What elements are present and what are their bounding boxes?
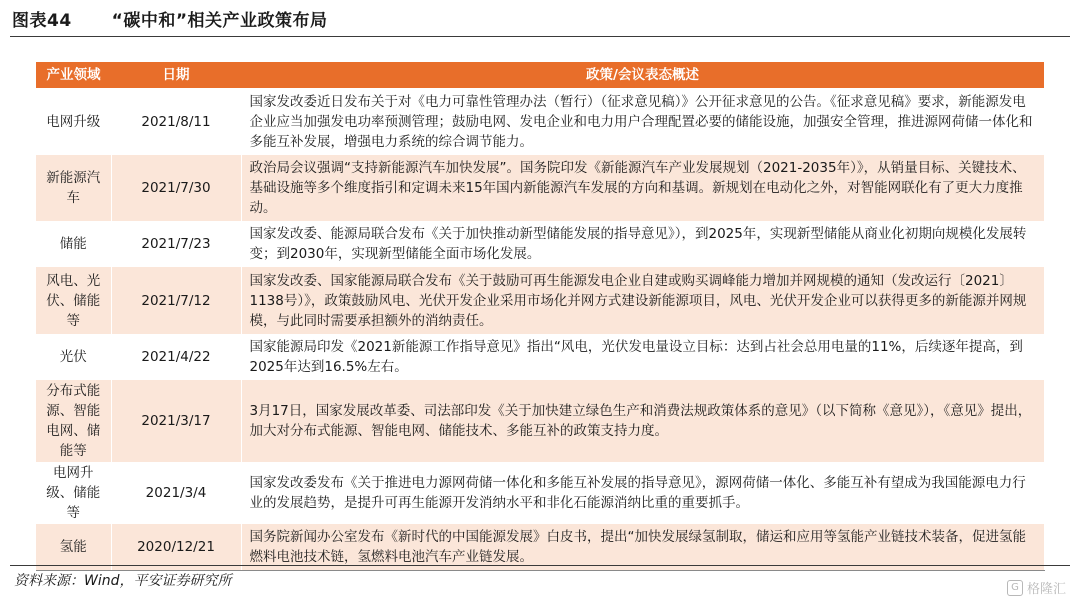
row-field: 电网升级、储能等: [36, 462, 111, 524]
row-field: 光伏: [36, 334, 111, 380]
source-note: 资料来源：Wind，平安证券研究所: [14, 573, 232, 589]
watermark-logo-icon: G: [1007, 580, 1023, 596]
table-row: [36, 462, 1044, 524]
row-date: 2021/4/22: [111, 334, 241, 380]
row-date: 2021/7/23: [111, 221, 241, 267]
table-row: [36, 334, 1044, 380]
row-field: 电网升级: [36, 88, 111, 155]
bottom-rule: [10, 565, 1070, 566]
row-desc: 国务院新闻办公室发布《新时代的中国能源发展》白皮书，提出“加快发展绿氢制取，储运和应用等氢能产业链技术装备，促进氢能燃料电池技术链，氢燃料电池汽车产业链发展。: [241, 524, 1044, 570]
row-field: 新能源汽车: [36, 155, 111, 221]
table-row: [36, 88, 1044, 155]
table-row: [36, 380, 1044, 462]
row-desc: 3月17日，国家发展改革委、司法部印发《关于加快建立绿色生产和消费法规政策体系的意见》（以下简称《意见》），《意见》提出，加大对分布式能源、智能电网、储能技术、多能互补的政策支持力度。: [241, 380, 1044, 462]
row-desc: 政治局会议强调“支持新能源汽车加快发展”。国务院印发《新能源汽车产业发展规划（2021-2035年）》，从销量目标、关键技术、基础设施等多个维度指引和定调未来15年国内新能源汽车发展的方向和基调。新规划在电动化之外，对智能网联化有了更大力度推动。: [241, 155, 1044, 221]
table-row: [36, 267, 1044, 334]
figure-caption: “碳中和”相关产业政策布局: [111, 11, 328, 31]
row-field: 氢能: [36, 524, 111, 570]
row-desc: 国家发改委、能源局联合发布《关于加快推动新型储能发展的指导意见》），到2025年，实现新型储能从商业化初期向规模化发展转变；到2030年，实现新型储能全面市场化发展。: [241, 221, 1044, 267]
header-desc: 政策/会议表态概述: [241, 62, 1044, 88]
figure-number: 图表44: [12, 11, 72, 31]
row-date: 2021/3/17: [111, 380, 241, 462]
top-rule: [10, 36, 1070, 37]
table-row: [36, 155, 1044, 221]
table-row: [36, 221, 1044, 267]
row-desc: 国家能源局印发《2021新能源工作指导意见》指出“风电，光伏发电量设立目标：达到占社会总用电量的11%，后续逐年提高，到2025年达到16.5%左右。: [241, 334, 1044, 380]
row-date: 2020/12/21: [111, 524, 241, 570]
row-desc: 国家发改委近日发布关于对《电力可靠性管理办法（暂行）（征求意见稿）》公开征求意见的公告。《征求意见稿》要求，新能源发电企业应当加强发电功率预测管理；鼓励电网、发电企业和电力用户合理配置必要的储能设施，加强安全管理，推进源网荷储一体化和多能互补发展，增强电力系统的综合调节能力。: [241, 88, 1044, 155]
header-date: 日期: [111, 62, 241, 88]
watermark: [1007, 578, 1066, 597]
row-field: 分布式能源、智能电网、储能等: [36, 380, 111, 462]
row-date: 2021/8/11: [111, 88, 241, 155]
row-field: 风电、光伏、储能等: [36, 267, 111, 334]
watermark-text: 格隆汇: [1026, 582, 1066, 597]
row-date: 2021/7/12: [111, 267, 241, 334]
row-field: 储能: [36, 221, 111, 267]
table-row: [36, 524, 1044, 570]
header-field: 产业领域: [36, 62, 111, 88]
row-date: 2021/3/4: [111, 462, 241, 524]
row-desc: 国家发改委、国家能源局联合发布《关于鼓励可再生能源发电企业自建或购买调峰能力增加并网规模的通知（发改运行〔2021〕1138号）》，政策鼓励风电、光伏开发企业采用市场化并网方式建设新能源项目，风电、光伏开发企业可以获得更多的新能源并网规模，与此同时需要承担额外的消纳责任。: [241, 267, 1044, 334]
row-desc: 国家发改委发布《关于推进电力源网荷储一体化和多能互补发展的指导意见》，源网荷储一体化、多能互补有望成为我国能源电力行业的发展趋势，是提升可再生能源开发消纳水平和非化石能源消纳比重的重要抓手。: [241, 462, 1044, 524]
table-header-row: [36, 62, 1044, 88]
row-date: 2021/7/30: [111, 155, 241, 221]
figure-title: [12, 6, 328, 31]
policy-table: [36, 62, 1045, 571]
